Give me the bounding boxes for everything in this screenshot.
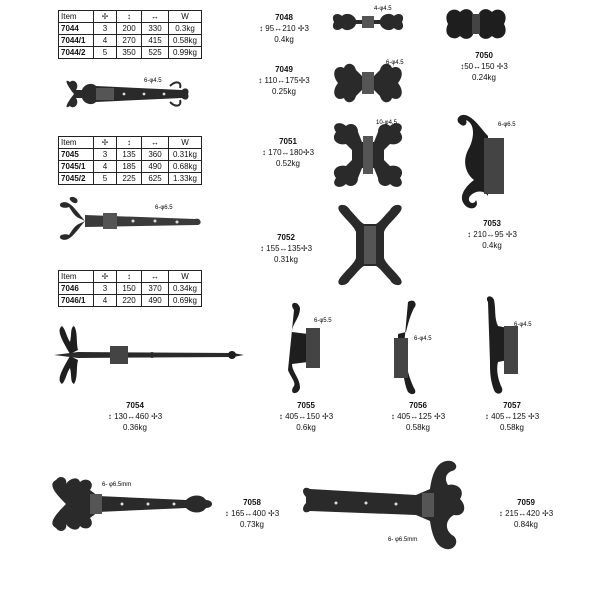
cell: 5 <box>94 173 117 185</box>
caption-7049 <box>248 64 320 97</box>
cell: 4 <box>94 161 117 173</box>
caption-7054 <box>95 400 175 433</box>
cell: 5 <box>94 47 117 59</box>
hole-label: 6- φ6.5mm <box>102 482 132 488</box>
product-dims: ↕ 110↔175✢3 <box>258 76 310 85</box>
product-weight: 0.58kg <box>405 423 431 432</box>
hinge-7057-image <box>480 296 540 396</box>
table-row <box>59 35 202 47</box>
product-weight: 0.58kg <box>499 423 525 432</box>
product-code: 7053 <box>483 219 501 228</box>
strap-hinge-7045-image <box>55 195 205 247</box>
caption-7048 <box>248 12 320 45</box>
cell: 490 <box>142 295 169 307</box>
product-weight: 0.6kg <box>296 423 316 432</box>
cell-item: 7046/1 <box>59 295 94 307</box>
product-dims: ↕ 405↔125 ✢3 <box>484 412 540 421</box>
cell: 4 <box>94 35 117 47</box>
hole-label: 4-φ4.5 <box>374 6 392 12</box>
cell: 185 <box>117 161 142 173</box>
header-height-icon: ↕ <box>117 271 142 283</box>
product-code: 7052 <box>277 233 295 242</box>
cell: 3 <box>94 23 117 35</box>
hinge-7056-image <box>384 298 440 396</box>
cell-item: 7044 <box>59 23 94 35</box>
cell: 150 <box>117 283 142 295</box>
caption-7050 <box>446 50 522 83</box>
product-dims: ↕ 155↔135✢3 <box>259 244 313 253</box>
cell: 0.69kg <box>169 295 202 307</box>
cell-item: 7045/2 <box>59 173 94 185</box>
hole-label: 6-φ6.5 <box>498 122 516 128</box>
header-weight: W <box>169 11 202 23</box>
product-dims: ↕ 165↔400 ✢3 <box>224 509 280 518</box>
product-dims: ↕50↔150 ✢3 <box>460 62 508 71</box>
cell: 0.31kg <box>169 149 202 161</box>
header-height-icon: ↕ <box>117 137 142 149</box>
product-weight: 0.4kg <box>274 35 294 44</box>
product-dims: ↕ 210↔95 ✢3 <box>467 230 517 239</box>
product-dims: ↕ 405↔150 ✢3 <box>278 412 334 421</box>
header-item: Item <box>59 11 94 23</box>
hole-label: 6-φ4.5 <box>514 322 532 328</box>
product-code: 7050 <box>475 51 493 60</box>
cell: 0.34kg <box>169 283 202 295</box>
caption-7058 <box>212 497 292 530</box>
cell: 330 <box>142 23 169 35</box>
table-row <box>59 283 202 295</box>
caption-7053 <box>452 218 532 251</box>
strap-hinge-7044-image <box>62 76 192 112</box>
spec-table-7044 <box>58 10 202 59</box>
product-dims: ↕ 215↔420 ✢3 <box>498 509 554 518</box>
hole-label: 6-φ4.5 <box>414 336 432 342</box>
table-row <box>59 47 202 59</box>
cell: 3 <box>94 149 117 161</box>
product-code: 7048 <box>275 13 293 22</box>
cell: 4 <box>94 295 117 307</box>
hole-label: 6-φ6.5 <box>155 205 173 211</box>
hinge-7051-image <box>328 118 408 192</box>
cell: 0.58kg <box>169 35 202 47</box>
strap-hinge-7059-image <box>296 455 472 555</box>
product-weight: 0.4kg <box>482 241 502 250</box>
table-header-row <box>59 11 202 23</box>
header-height-icon: ↕ <box>117 11 142 23</box>
cell-item: 7045/1 <box>59 161 94 173</box>
hole-label: 6-φ4.5 <box>144 78 162 84</box>
table-row <box>59 149 202 161</box>
product-dims: ↕ 405↔125 ✢3 <box>390 412 446 421</box>
product-code: 7057 <box>503 401 521 410</box>
product-weight: 0.24kg <box>471 73 497 82</box>
header-width-icon: ↔ <box>142 137 169 149</box>
cell: 200 <box>117 23 142 35</box>
caption-7056 <box>378 400 458 433</box>
product-dims: ↕ 95↔210 ✢3 <box>259 24 309 33</box>
product-code: 7059 <box>517 498 535 507</box>
cell-item: 7046 <box>59 283 94 295</box>
header-weight: W <box>169 271 202 283</box>
cell: 220 <box>117 295 142 307</box>
caption-7057 <box>472 400 552 433</box>
spec-table-7046 <box>58 270 202 307</box>
hinge-7048-image <box>328 6 408 38</box>
header-screws-icon: ✢ <box>94 11 117 23</box>
caption-7052 <box>250 232 322 265</box>
cell: 350 <box>117 47 142 59</box>
hinge-7049-image <box>328 58 408 108</box>
hinge-7053-image <box>448 110 516 214</box>
product-code: 7049 <box>275 65 293 74</box>
product-weight: 0.25kg <box>271 87 297 96</box>
cell: 225 <box>117 173 142 185</box>
hole-label: 10-φ4.5 <box>376 120 397 126</box>
hinge-7050-image <box>440 4 512 44</box>
caption-7055 <box>266 400 346 433</box>
product-dims: ↕ 130↔460 ✢3 <box>107 412 163 421</box>
cell: 370 <box>142 283 169 295</box>
hole-label: 6-φ5.5 <box>314 318 332 324</box>
header-screws-icon: ✢ <box>94 137 117 149</box>
table-header-row <box>59 137 202 149</box>
table-row <box>59 161 202 173</box>
product-weight: 0.36kg <box>122 423 148 432</box>
product-code: 7054 <box>126 401 144 410</box>
cell: 0.68kg <box>169 161 202 173</box>
header-screws-icon: ✢ <box>94 271 117 283</box>
cell: 625 <box>142 173 169 185</box>
cell-item: 7044/2 <box>59 47 94 59</box>
strap-hinge-7058-image <box>46 464 216 544</box>
product-weight: 0.52kg <box>275 159 301 168</box>
cell-item: 7045 <box>59 149 94 161</box>
cell: 360 <box>142 149 169 161</box>
table-header-row <box>59 271 202 283</box>
product-code: 7055 <box>297 401 315 410</box>
cell: 525 <box>142 47 169 59</box>
product-weight: 0.73kg <box>239 520 265 529</box>
cell: 135 <box>117 149 142 161</box>
product-weight: 0.31kg <box>273 255 299 264</box>
cell: 270 <box>117 35 142 47</box>
product-dims: ↕ 170↔180✢3 <box>261 148 315 157</box>
table-row <box>59 23 202 35</box>
table-row <box>59 295 202 307</box>
hinge-7055-image <box>280 300 344 396</box>
hinge-7052-image <box>330 202 410 288</box>
cell: 0.3kg <box>169 23 202 35</box>
product-weight: 0.84kg <box>513 520 539 529</box>
product-code: 7051 <box>279 137 297 146</box>
cell: 3 <box>94 283 117 295</box>
cell: 1.33kg <box>169 173 202 185</box>
header-width-icon: ↔ <box>142 11 169 23</box>
caption-7059 <box>486 497 566 530</box>
product-code: 7058 <box>243 498 261 507</box>
cell: 0.99kg <box>169 47 202 59</box>
spec-table-7045 <box>58 136 202 185</box>
cell: 490 <box>142 161 169 173</box>
header-item: Item <box>59 271 94 283</box>
cell-item: 7044/1 <box>59 35 94 47</box>
hole-label: 6- φ6.5mm <box>388 537 418 543</box>
header-weight: W <box>169 137 202 149</box>
table-row <box>59 173 202 185</box>
strap-hinge-7054-image <box>48 320 248 390</box>
cell: 415 <box>142 35 169 47</box>
header-width-icon: ↔ <box>142 271 169 283</box>
product-code: 7056 <box>409 401 427 410</box>
header-item: Item <box>59 137 94 149</box>
hole-label: 6-φ4.5 <box>386 60 404 66</box>
caption-7051 <box>252 136 324 169</box>
